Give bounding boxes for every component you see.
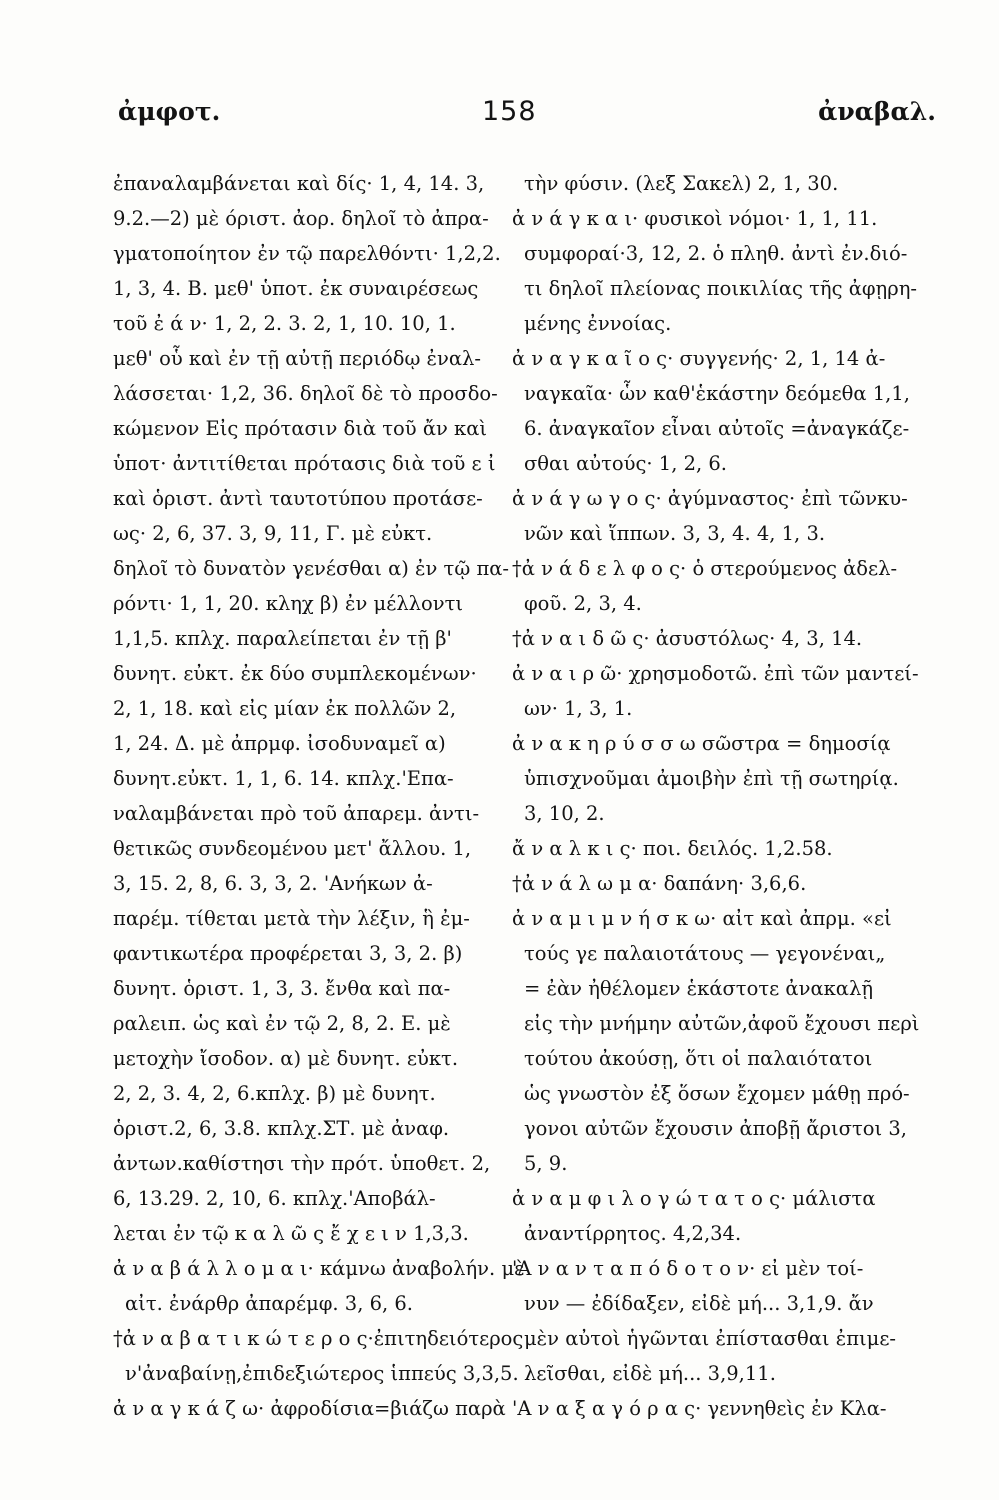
text-line: φαντικωτέρα προφέρεται 3, 3, 2. β) (113, 942, 463, 965)
text-line: ὁριστ.2, 6, 3.8. κπλχ.ΣΤ. μὲ ἀναφ. (113, 1117, 450, 1140)
text-line: ὑποτ· ἀντιτίθεται πρότασις διὰ τοῦ ε ἰ (113, 452, 496, 475)
entry-line: †ἀ ν ά λ ω μ α· δαπάνη· 3,6,6. (512, 872, 807, 895)
entry-line: ἀ ν α μ ι μ ν ή σ κ ω· αἰτ καὶ ἀπρμ. «εἰ (512, 907, 892, 930)
text-line: 3, 10, 2. (524, 802, 605, 825)
text-line: 3, 15. 2, 8, 6. 3, 3, 2. 'Ανήκων ἀ- (113, 872, 433, 895)
text-line: τούς γε παλαιοτάτους — γεγονέναι„ (524, 942, 886, 965)
text-line: τι δηλοῖ πλείονας ποικιλίας τῆς ἀφῃρη- (524, 277, 917, 300)
right-column (512, 166, 937, 1426)
text-line: ναλαμβάνεται πρὸ τοῦ ἀπαρεμ. ἀντι- (113, 802, 480, 825)
entry-line: ἀ ν α μ φ ι λ ο γ ώ τ α τ ο ς· μάλιστα (512, 1187, 876, 1210)
text-line: ἀναντίρρητος. 4,2,34. (524, 1222, 742, 1245)
header-left-guideword: ἀμφοτ. (118, 97, 221, 126)
text-line: θετικῶς συνδεομένου μετ' ἄλλου. 1, (113, 837, 472, 860)
text-line: λάσσεται· 1,2, 36. δηλοῖ δὲ τὸ προσδο- (113, 382, 498, 405)
text-line: ων· 1, 3, 1. (524, 697, 633, 720)
entry-line: ἀ ν α ι ρ ῶ· χρησμοδοτῶ. ἐπὶ τῶν μαντεί- (512, 662, 919, 685)
entry-line: ἀ ν α β ά λ λ ο μ α ι· κάμνω ἀναβολήν. μὲ (113, 1257, 525, 1280)
text-line: δυνητ. εὐκτ. ἐκ δύο συμπλεκομένων· (113, 662, 477, 685)
text-line: παρέμ. τίθεται μετὰ τὴν λέξιν, ἣ ἐμ- (113, 907, 470, 930)
page-number: 158 (482, 96, 537, 127)
text-line: τοῦ ἐ ά ν· 1, 2, 2. 3. 2, 1, 10. 10, 1. (113, 312, 456, 335)
entry-line: †ἀ ν α ι δ ῶ ς· ἀσυστόλως· 4, 3, 14. (512, 627, 863, 650)
text-line: ως· 2, 6, 37. 3, 9, 11, Γ. μὲ εὐκτ. (113, 522, 433, 545)
entry-line: ἀ ν α γ κ α ῖ ο ς· συγγενής· 2, 1, 14 ἀ- (512, 347, 886, 370)
left-column (113, 166, 525, 1426)
text-line: 9.2.—2) μὲ όριστ. ἀορ. δηλοῖ τὸ ἀπρα- (113, 207, 489, 230)
text-line: 2, 2, 3. 4, 2, 6.κπλχ. β) μὲ δυνητ. (113, 1082, 436, 1105)
text-line: λεται ἐν τῷ κ α λ ῶ ς ἔ χ ε ι ν 1,3,3. (113, 1222, 469, 1245)
text-line: συμφοραί·3, 12, 2. ὁ πληθ. ἀντὶ ἐν.διό- (524, 242, 908, 265)
text-line: 5, 9. (524, 1152, 568, 1175)
text-line: ὡς γνωστὸν ἐξ ὅσων ἔχομεν μάθῃ πρό- (524, 1082, 910, 1105)
text-line: δυνητ.εὐκτ. 1, 1, 6. 14. κπλχ.'Επα- (113, 767, 454, 790)
text-line: τὴν φύσιν. (λεξ Σακελ) 2, 1, 30. (524, 172, 839, 195)
text-line: ραλειπ. ὡς καὶ ἐν τῷ 2, 8, 2. Ε. μὲ (113, 1012, 451, 1035)
text-line: 6. ἀναγκαῖον εἶναι αὐτοῖς =ἀναγκάζε- (524, 417, 910, 440)
text-line: κώμενον Εἰς πρότασιν διὰ τοῦ ἄν καὶ (113, 417, 488, 440)
text-line: μὲν αὐτοὶ ἡγῶνται ἐπίστασθαι ἐπιμε- (524, 1327, 897, 1350)
text-line: ν'ἀναβαίνῃ,ἐπιδεξιώτερος ἱππεύς 3,3,5. (125, 1362, 519, 1385)
entry-line: ἄ ν α λ κ ι ς· ποι. δειλός. 1,2.58. (512, 837, 833, 860)
text-line: ἀντων.καθίστησι τὴν πρότ. ὑποθετ. 2, (113, 1152, 491, 1175)
text-line: ἐπαναλαμβάνεται καὶ δίς· 1, 4, 14. 3, (113, 172, 485, 195)
text-line: 6, 13.29. 2, 10, 6. κπλχ.'Αποβάλ- (113, 1187, 436, 1210)
text-line: μεθ' οὗ καὶ ἐν τῇ αὐτῇ περιόδῳ ἐναλ- (113, 347, 481, 370)
entry-line: ἀ ν α γ κ ά ζ ω· ἀφροδίσια=βιάζω παρὰ (113, 1397, 506, 1420)
entry-line: ἀ ν ά γ κ α ι· φυσικοὶ νόμοι· 1, 1, 11. (512, 207, 878, 230)
page-header (118, 92, 936, 132)
text-line: αἰτ. ἐνάρθρ ἀπαρέμφ. 3, 6, 6. (125, 1292, 414, 1315)
text-line: γονοι αὐτῶν ἔχουσιν ἀποβῇ ἄριστοι 3, (524, 1117, 907, 1140)
text-line: σθαι αὐτούς· 1, 2, 6. (524, 452, 727, 475)
text-line: λεῖσθαι, εἰδὲ μή... 3,9,11. (524, 1362, 776, 1385)
header-right-guideword: ἀναβαλ. (818, 97, 936, 126)
text-line: δηλοῖ τὸ δυνατὸν γενέσθαι α) ἐν τῷ πα- (113, 557, 510, 580)
text-line: καὶ ὁριστ. ἀντὶ ταυτοτύπου προτάσε- (113, 487, 483, 510)
text-line: ρόντι· 1, 1, 20. κληχ β) ἐν μέλλοντι (113, 592, 464, 615)
text-line: μετοχὴν ἴσοδον. α) μὲ δυνητ. εὐκτ. (113, 1047, 459, 1070)
entry-line: ἀ ν ά γ ω γ ο ς· ἀγύμναστος· ἐπὶ τῶνκυ- (512, 487, 908, 510)
entry-line: 'Α ν α ν τ α π ό δ ο τ ο ν· εἰ μὲν τοί- (512, 1257, 864, 1280)
entry-line: ἀ ν α κ η ρ ύ σ σ ω σῶστρα = δημοσίᾳ (512, 732, 891, 755)
text-line: 1, 24. Δ. μὲ ἀπρμφ. ἰσοδυναμεῖ α) (113, 732, 446, 755)
text-line: τούτου ἀκούσῃ, ὅτι οἱ παλαιότατοι (524, 1047, 873, 1070)
text-line: νυν — ἐδίδαξεν, εἰδὲ μή... 3,1,9. ἄν (524, 1292, 874, 1315)
text-line: εἰς τὴν μνήμην αὐτῶν,ἀφοῦ ἔχουσι περὶ (524, 1012, 920, 1035)
text-line: μένης ἐννοίας. (524, 312, 672, 335)
text-line: ναγκαῖα· ὧν καθ'ἑκάστην δεόμεθα 1,1, (524, 382, 910, 405)
entry-line: †ἀ ν ά δ ε λ φ ο ς· ὁ στερούμενος ἀδελ- (512, 557, 898, 580)
text-line: 1,1,5. κπλχ. παραλείπεται ἐν τῇ β' (113, 627, 452, 650)
text-line: φοῦ. 2, 3, 4. (524, 592, 642, 615)
text-line: 1, 3, 4. Β. μεθ' ὑποτ. ἐκ συναιρέσεως (113, 277, 479, 300)
entry-line: 'Α ν α ξ α γ ό ρ α ς· γεννηθεὶς ἐν Κλα- (512, 1397, 887, 1420)
text-line: = ἐὰν ἠθέλομεν ἑκάστοτε ἀνακαλῇ (524, 977, 874, 1000)
text-line: νῶν καὶ ἵππων. 3, 3, 4. 4, 1, 3. (524, 522, 826, 545)
text-line: δυνητ. ὁριστ. 1, 3, 3. ἔνθα καὶ πα- (113, 977, 451, 1000)
entry-line: †ἀ ν α β α τ ι κ ώ τ ε ρ ο ς·ἐπιτηδειότερος (113, 1327, 524, 1350)
text-line: ὑπισχνοῦμαι ἀμοιβὴν ἐπὶ τῇ σωτηρίᾳ. (524, 767, 899, 790)
text-line: γματοποίητον ἐν τῷ παρελθόντι· 1,2,2. (113, 242, 501, 265)
text-line: 2, 1, 18. καὶ εἰς μίαν ἐκ πολλῶν 2, (113, 697, 457, 720)
